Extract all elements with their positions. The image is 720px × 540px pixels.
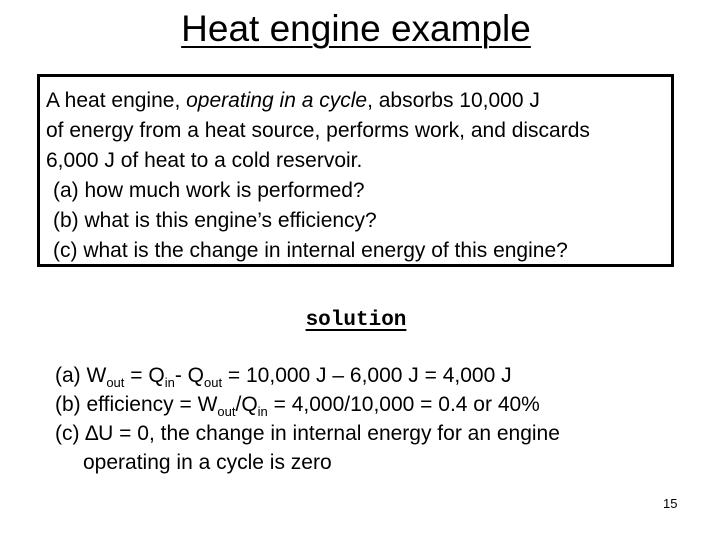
problem-line-2: of energy from a heat source, performs work, and discards — [46, 119, 590, 142]
problem-statement-box — [37, 74, 674, 267]
question-c: (c) what is the change in internal energy of this engine? — [53, 239, 568, 262]
answer-b-rest: = 4,000/10,000 = 0.4 or 40% — [267, 393, 540, 416]
answer-a-sub-out2: out — [203, 375, 223, 390]
answer-b-prefix: (b) efficiency = W — [55, 393, 218, 416]
answer-a-mid2: - Q — [174, 364, 204, 387]
problem-line-1-italic: operating in a cycle — [186, 89, 368, 112]
problem-line-1-end: , absorbs 10,000 J — [367, 89, 540, 112]
answer-c-line-1: (c) ∆U = 0, the change in internal energy for an engine — [55, 422, 560, 445]
answer-b-mid: /Q — [235, 393, 258, 416]
answer-a-sub-out: out — [106, 375, 125, 390]
answer-a-prefix: (a) W — [55, 364, 107, 387]
problem-line-1-start: A heat engine, — [46, 89, 187, 112]
page-number: 15 — [663, 496, 678, 511]
problem-line-3: 6,000 J of heat to a cold reservoir. — [46, 149, 363, 172]
answer-a-mid1: = Q — [124, 364, 165, 387]
answer-c-line-2: operating in a cycle is zero — [83, 451, 332, 474]
answer-b — [55, 390, 560, 419]
solution-answers — [55, 361, 560, 477]
answer-b-sub-in: in — [257, 404, 268, 419]
slide-title: Heat engine example — [181, 8, 531, 49]
question-a: (a) how much work is performed? — [53, 179, 365, 202]
solution-heading: solution — [305, 309, 407, 332]
answer-a-sub-in: in — [164, 375, 175, 390]
question-b: (b) what is this engine’s efficiency? — [53, 209, 377, 232]
problem-line-1 — [46, 86, 671, 116]
answer-a — [55, 361, 560, 390]
answer-a-rest: = 10,000 J – 6,000 J = 4,000 J — [222, 364, 512, 387]
answer-b-sub-out: out — [217, 404, 236, 419]
